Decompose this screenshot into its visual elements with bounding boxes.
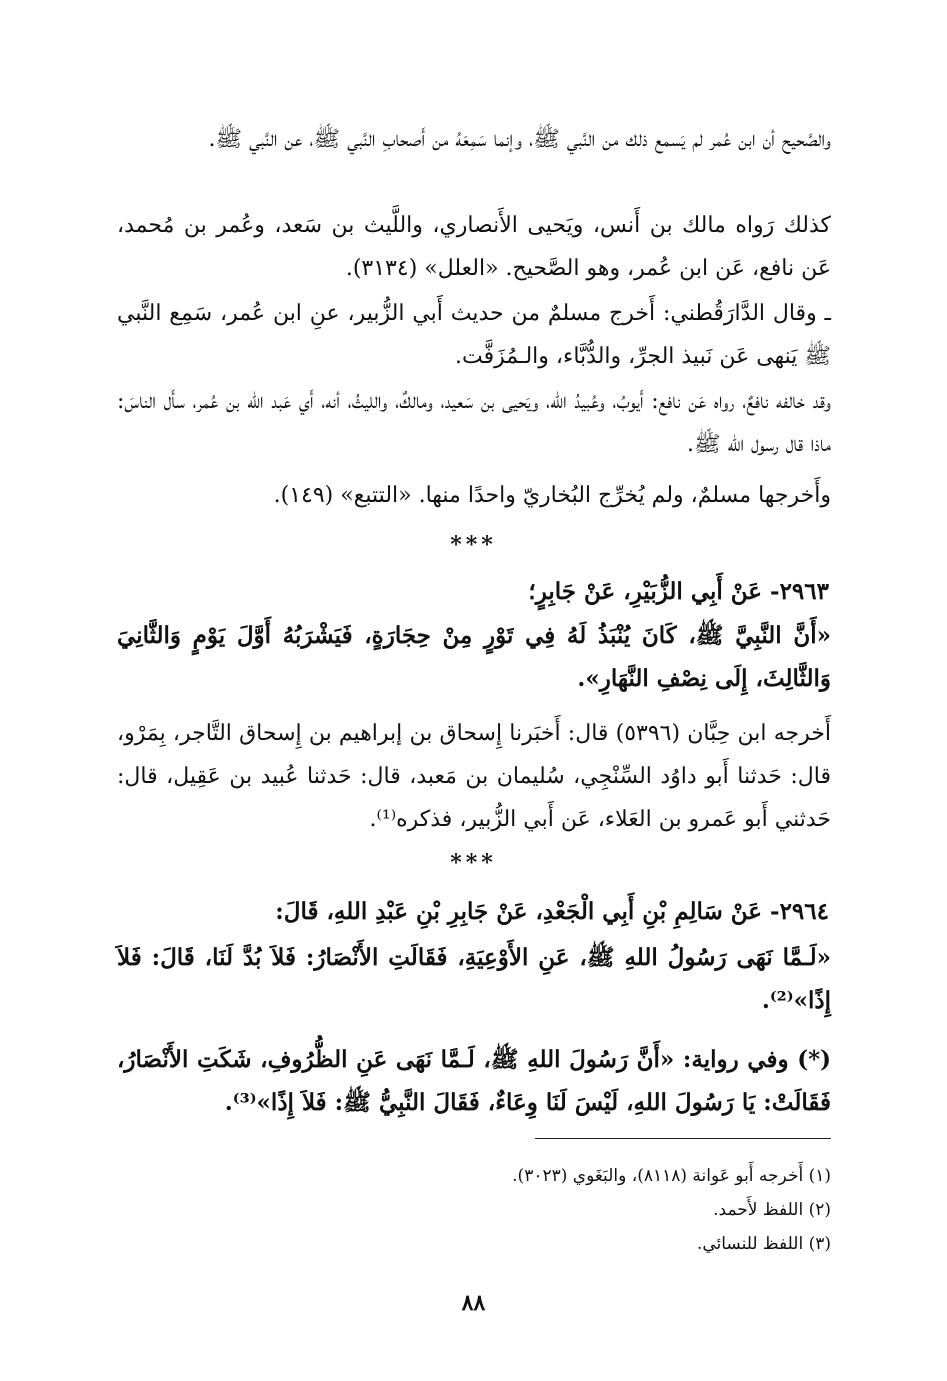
paragraph-riwaya-malik: كذلك رَواه مالك بن أَنس، ويَحيى الأَنصاري، واللَّيث بن سَعد، وعُمر بن مُحمد، عَن نافع، عَن ابن عُمر، وهو الصَّحيح. «العلل» (٣١٣٤).: [117, 213, 831, 281]
hadith-2963-takhrij: أَخرجه ابن حِبَّان (٥٣٩٦) قال: أَخبَرنا إِسحاق بن إبراهيم بن إِسحاق التَّاجر، بِمَرْو، قال: حَدثنا أَبو داوُد السِّنْجِي، سُليمان بن مَعبد، قال: حَدثنا عُبيد بن عَقِيل، قال: حَدثني أَبو عَمرو بن العَلاء، عَن أَبي الزُّبير، فذكره⁽¹⁾.: [117, 721, 831, 832]
paragraph-daraqutni: ـ وقال الدَّارَقُطني: أَخرج مسلمٌ من حديث أَبي الزُّبير، عنِ ابن عُمر، سَمِع النَّبي ﷺ يَنهى عَن نَبيذ الجرِّ، والدُّبَّاء، والـمُزَفَّت.: [117, 301, 831, 369]
section-divider: ***: [450, 532, 497, 558]
hadith-2964-riwaya: (*) وفي رواية: «أَنَّ رَسُولَ اللهِ ﷺ، لَـمَّا نَهَى عَنِ الظُّرُوفِ، شَكَتِ الأَنْصَارُ، فَقَالَتْ: يَا رَسُولَ اللهِ، لَيْسَ لَنَا وِعَاءٌ، فَقَالَ النَّبِيُّ ﷺ: فَلاَ إِذًا»⁽³⁾.: [117, 1046, 831, 1116]
footnote-2: (٢) اللفظ لأَحمد.: [713, 1200, 831, 1220]
footnote-3: (٣) اللفظ للنسائي.: [696, 1234, 831, 1254]
hadith-2963-heading: ٢٩٦٣- عَنْ أَبِي الزُّبَيْرِ، عَنْ جَابِرٍ؛: [528, 578, 829, 605]
footnote-1: (١) أَخرجه أَبو عَوانة (٨١١٨)، والبَغَوي (٣٠٢٣).: [512, 1166, 831, 1186]
hadith-2963-text: «أَنَّ النَّبِيَّ ﷺ، كَانَ يُنْبَذُ لَهُ فِي تَوْرٍ مِنْ حِجَارَةٍ، فَيَشْرَبُهُ أَوَّلَ يَوْمٍ وَالثَّانِيَ وَالثَّالِثَ، إِلَى نِصْفِ النَّهَارِ».: [117, 622, 831, 692]
paragraph-tatabbu: وأَخرجها مسلمٌ، ولم يُخرِّج البُخاريّ واحدًا منها. «التتبع» (١٤٩).: [273, 483, 831, 508]
hadith-2964-text: «لَـمَّا نَهَى رَسُولُ اللهِ ﷺ، عَنِ الأَوْعِيَةِ، فَقَالَتِ الأَنْصَارُ: فَلاَ بُدَّ لَنَا، قَالَ: فَلاَ إِذًا»⁽²⁾.: [117, 944, 831, 1014]
paragraph-nafi-mukhalafa: وقد خالفه نافعٌ، رواه عَن نافع: أَيوبُ، وعُبيدُ الله، ويَحيى بن سَعيد، ومالكٌ، والليثُ، أنه، أَي عَبد الله بن عُمر، سأَل الناسَ: ماذا قال رسول الله ﷺ.: [117, 389, 831, 457]
page-number: ٨٨: [461, 1290, 486, 1316]
footnote-separator: [535, 1138, 831, 1139]
paragraph-sahih-note: والصَّحيح أن ابن عُمر لم يَسمع ذلك من النَّبي ﷺ، وإنما سَمِعَهُ من أَصحابِ النَّبي ﷺ، عن النَّبي ﷺ.: [208, 127, 831, 152]
hadith-2964-heading: ٢٩٦٤- عَنْ سَالِمِ بْنِ أَبِي الْجَعْدِ، عَنْ جَابِرِ بْنِ عَبْدِ اللهِ، قَالَ:: [275, 898, 829, 925]
section-divider: ***: [450, 850, 497, 876]
